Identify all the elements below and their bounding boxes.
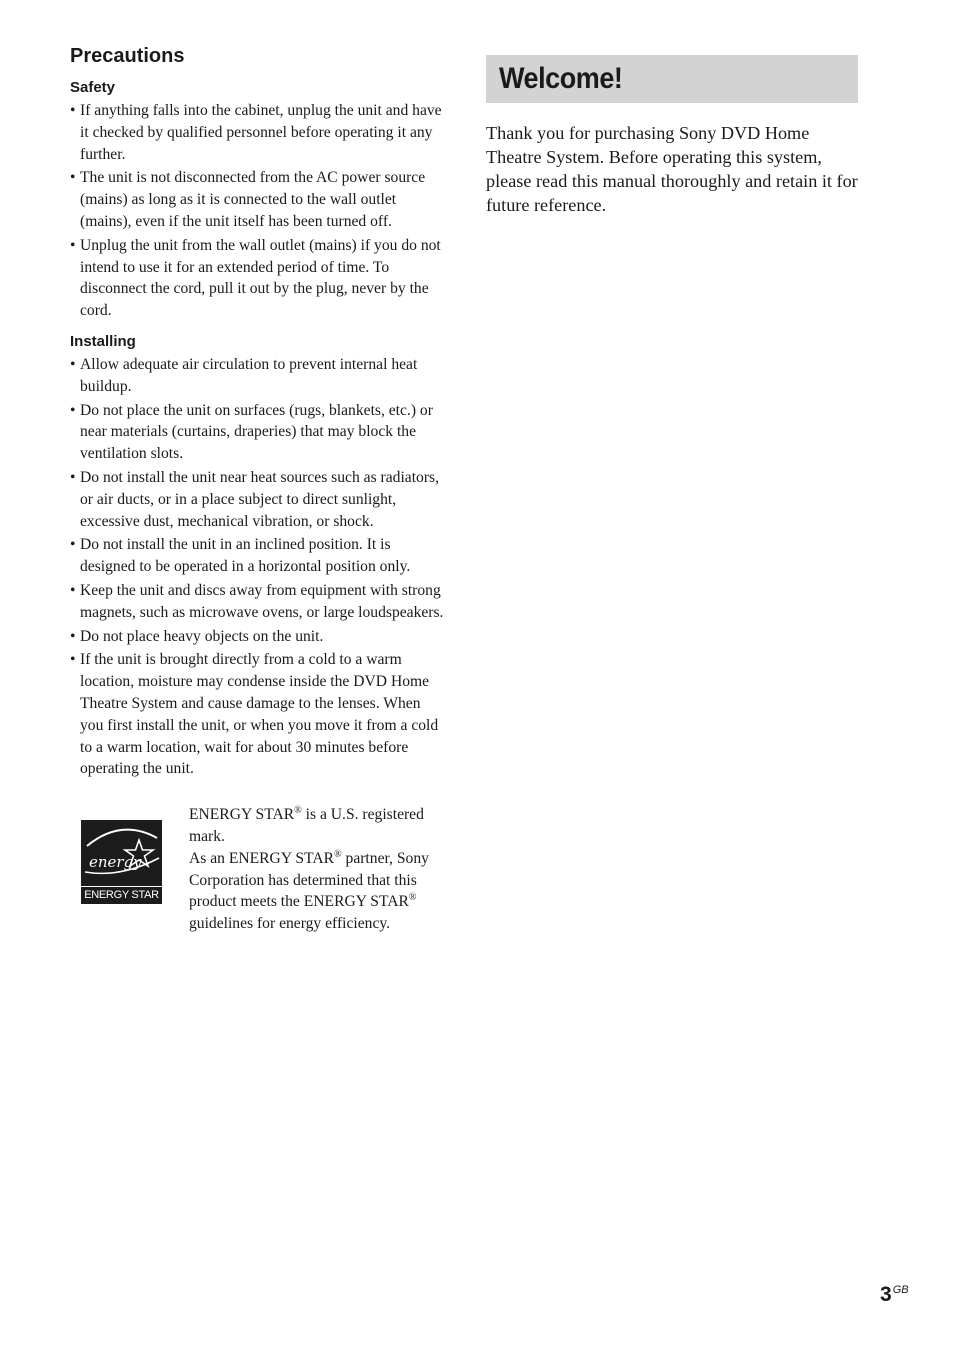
left-column: [70, 42, 444, 974]
precautions-heading: Precautions: [70, 45, 185, 67]
energy-star-partner-text: [189, 848, 447, 935]
welcome-body: Thank you for purchasing Sony DVD Home Theatre System. Before operating this system, please read this manual thoroughly and retain it for future reference.: [486, 123, 858, 215]
energy-star-registered-text: [189, 804, 447, 848]
registered-mark: ®: [408, 892, 417, 904]
page-number-value: 3: [880, 1283, 892, 1306]
safety-list: [70, 100, 444, 322]
installing-item: • Do not place heavy objects on the unit.: [70, 626, 444, 648]
installing-item: • Do not install the unit in an inclined position. It is designed to be operated in a horizontal position only.: [70, 534, 444, 578]
safety-heading: Safety: [70, 79, 116, 96]
energy-star-logo: [81, 820, 162, 904]
safety-item: • Unplug the unit from the wall outlet (mains) if you do not intend to use it for an extended period of time. To disconnect the cord, pull it out by the plug, never by the cord.: [70, 235, 444, 322]
installing-list: [70, 354, 444, 780]
installing-item: • Allow adequate air circulation to prevent internal heat buildup.: [70, 354, 444, 398]
energy-text-part: partner, Sony Corporation has determined that this product meets the ENERGY STAR: [189, 849, 429, 911]
welcome-title: Welcome!: [499, 62, 623, 95]
registered-mark: ®: [334, 848, 342, 860]
energy-text-part: is a U.S. registered mark.: [189, 806, 424, 845]
energy-text-part: guidelines for energy efficiency.: [189, 915, 391, 933]
energy-star-emblem-icon: [81, 820, 162, 886]
welcome-banner: [486, 55, 858, 103]
energy-text-part: As an ENERGY STAR: [189, 849, 335, 867]
registered-mark: ®: [294, 805, 302, 817]
installing-item: • If the unit is brought directly from a cold to a warm location, moisture may condense inside the DVD Home Theatre System and cause damage to the lenses. When you first install the unit, or when you move it from a cold to a warm location, wait for about 30 minutes before operating the unit.: [70, 649, 444, 780]
right-column: [486, 55, 858, 217]
energy-script-text: energy: [89, 853, 142, 872]
page-number: [880, 1283, 909, 1307]
installing-item: • Do not install the unit near heat sources such as radiators, or air ducts, or in a place subject to direct sunlight, excessive dust, mechanical vibration, or shock.: [70, 467, 444, 532]
installing-heading: Installing: [70, 332, 136, 350]
energy-star-logo-word: ENERGY STAR: [81, 886, 162, 904]
energy-text-part: ENERGY STAR: [189, 806, 295, 824]
safety-item: • If anything falls into the cabinet, unplug the unit and have it checked by qualified personnel before operating it any further.: [70, 100, 444, 165]
installing-item: • Do not place the unit on surfaces (rugs, blankets, etc.) or near materials (curtains, draperies) that may block the ventilation slots.: [70, 400, 444, 465]
installing-item: • Keep the unit and discs away from equipment with strong magnets, such as microwave ovens, or large loudspeakers.: [70, 580, 444, 624]
energy-star-section: [70, 804, 444, 974]
safety-item: • The unit is not disconnected from the AC power source (mains) as long as it is connected to the wall outlet (mains), even if the unit itself has been turned off.: [70, 167, 444, 232]
energy-star-text: [189, 804, 447, 935]
page-number-suffix: GB: [892, 1284, 909, 1296]
